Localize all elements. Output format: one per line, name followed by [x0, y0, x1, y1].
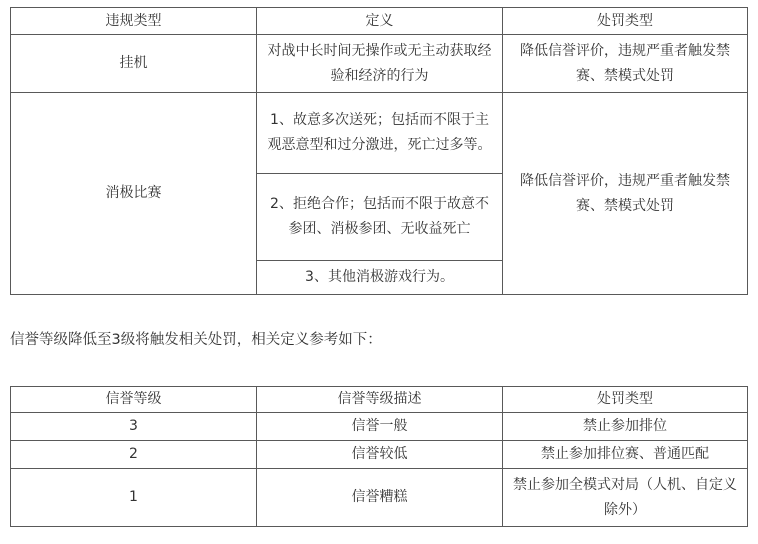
header-violation-type: 违规类型	[11, 8, 257, 35]
credit-level-note: 信誉等级降低至3级将触发相关处罚，相关定义参考如下：	[10, 332, 382, 348]
violation-type-passive: 消极比赛	[11, 93, 257, 295]
credit-level-table	[10, 386, 748, 527]
definition-afk: 对战中长时间无操作或无主动获取经验和经济的行为	[257, 35, 503, 93]
credit-penalty-3: 禁止参加排位	[503, 413, 748, 441]
penalty-passive: 降低信誉评价，违规严重者触发禁赛、禁模式处罚	[503, 93, 748, 295]
definition-passive-item-1: 1、故意多次送死；包括而不限于主观恶意型和过分激进，死亡过多等。	[257, 94, 502, 174]
credit-desc-1: 信誉糟糕	[257, 469, 503, 527]
credit-penalty-2: 禁止参加排位赛、普通匹配	[503, 441, 748, 469]
violation-table	[10, 7, 748, 295]
credit-desc-2: 信誉较低	[257, 441, 503, 469]
violation-type-afk: 挂机	[11, 35, 257, 93]
header-credit-penalty: 处罚类型	[503, 387, 748, 413]
header-penalty-type: 处罚类型	[503, 8, 748, 35]
header-credit-level: 信誉等级	[11, 387, 257, 413]
definition-passive-item-2: 2、拒绝合作；包括而不限于故意不参团、消极参团、无收益死亡	[257, 174, 502, 261]
credit-level-3: 3	[11, 413, 257, 441]
penalty-afk: 降低信誉评价，违规严重者触发禁赛、禁模式处罚	[503, 35, 748, 93]
definition-passive-list	[257, 94, 502, 294]
definition-passive-cell	[257, 93, 503, 295]
definition-passive-item-3: 3、其他消极游戏行为。	[305, 268, 454, 285]
credit-level-1: 1	[11, 469, 257, 527]
header-credit-desc: 信誉等级描述	[257, 387, 503, 413]
header-definition: 定义	[257, 8, 503, 35]
credit-level-2: 2	[11, 441, 257, 469]
credit-penalty-1: 禁止参加全模式对局（人机、自定义除外）	[503, 469, 748, 527]
credit-desc-3: 信誉一般	[257, 413, 503, 441]
